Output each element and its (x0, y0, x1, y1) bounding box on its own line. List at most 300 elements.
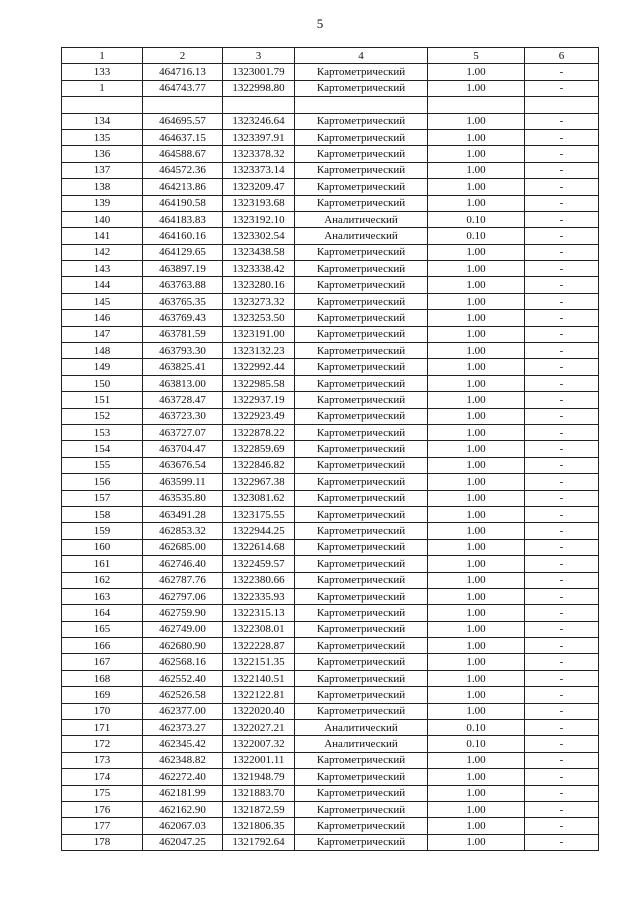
table-row (62, 654, 599, 670)
x-coordinate-cell: 463813.00 (143, 375, 223, 391)
method-cell: Картометрический (295, 687, 428, 703)
point-number-cell: 137 (62, 162, 143, 178)
accuracy-cell: 1.00 (428, 474, 525, 490)
point-number-cell: 154 (62, 441, 143, 457)
accuracy-cell: 1.00 (428, 162, 525, 178)
table-row (62, 736, 599, 752)
y-coordinate-cell: 1322967.38 (223, 474, 295, 490)
x-coordinate-cell: 462746.40 (143, 556, 223, 572)
note-cell: - (525, 539, 599, 555)
table-row (62, 572, 599, 588)
accuracy-cell: 1.00 (428, 457, 525, 473)
note-cell: - (525, 490, 599, 506)
method-cell: Картометрический (295, 162, 428, 178)
method-cell: Картометрический (295, 64, 428, 80)
method-cell: Картометрический (295, 326, 428, 342)
table-row (62, 424, 599, 440)
x-coordinate-cell: 464588.67 (143, 146, 223, 162)
accuracy-cell: 1.00 (428, 703, 525, 719)
x-coordinate-cell: 463793.30 (143, 343, 223, 359)
accuracy-cell: 1.00 (428, 687, 525, 703)
y-coordinate-cell: 1322859.69 (223, 441, 295, 457)
table-row (62, 162, 599, 178)
table-row (62, 293, 599, 309)
note-cell: - (525, 457, 599, 473)
method-cell: Картометрический (295, 179, 428, 195)
point-number-cell: 1 (62, 80, 143, 96)
accuracy-cell: 1.00 (428, 572, 525, 588)
x-coordinate-cell: 463535.80 (143, 490, 223, 506)
x-coordinate-cell: 463897.19 (143, 261, 223, 277)
x-coordinate-cell: 462787.76 (143, 572, 223, 588)
point-number-cell: 141 (62, 228, 143, 244)
method-cell: Картометрический (295, 703, 428, 719)
column-header: 6 (525, 48, 599, 64)
point-number-cell: 138 (62, 179, 143, 195)
method-cell: Картометрический (295, 474, 428, 490)
accuracy-cell: 1.00 (428, 129, 525, 145)
note-cell: - (525, 818, 599, 834)
x-coordinate-cell: 462568.16 (143, 654, 223, 670)
y-coordinate-cell: 1323209.47 (223, 179, 295, 195)
table-row (62, 638, 599, 654)
y-coordinate-cell: 1322315.13 (223, 605, 295, 621)
note-cell: - (525, 310, 599, 326)
method-cell: Аналитический (295, 211, 428, 227)
accuracy-cell: 0.10 (428, 736, 525, 752)
y-coordinate-cell: 1323438.58 (223, 244, 295, 260)
point-number-cell: 173 (62, 752, 143, 768)
y-coordinate-cell (223, 97, 295, 113)
y-coordinate-cell: 1322878.22 (223, 424, 295, 440)
method-cell: Картометрический (295, 490, 428, 506)
table-row (62, 621, 599, 637)
table-row (62, 523, 599, 539)
table-row (62, 211, 599, 227)
table-row (62, 228, 599, 244)
point-number-cell: 151 (62, 392, 143, 408)
point-number-cell: 175 (62, 785, 143, 801)
table-row (62, 195, 599, 211)
y-coordinate-cell: 1322459.57 (223, 556, 295, 572)
note-cell: - (525, 228, 599, 244)
note-cell: - (525, 523, 599, 539)
point-number-cell: 147 (62, 326, 143, 342)
table-row (62, 441, 599, 457)
y-coordinate-cell: 1321883.70 (223, 785, 295, 801)
method-cell: Картометрический (295, 195, 428, 211)
accuracy-cell: 1.00 (428, 326, 525, 342)
x-coordinate-cell: 462067.03 (143, 818, 223, 834)
y-coordinate-cell: 1322140.51 (223, 670, 295, 686)
method-cell: Картометрический (295, 834, 428, 850)
x-coordinate-cell: 463825.41 (143, 359, 223, 375)
accuracy-cell: 1.00 (428, 343, 525, 359)
coordinates-table (61, 47, 599, 851)
note-cell: - (525, 162, 599, 178)
method-cell: Картометрический (295, 605, 428, 621)
point-number-cell: 177 (62, 818, 143, 834)
table-row (62, 785, 599, 801)
y-coordinate-cell: 1323192.10 (223, 211, 295, 227)
note-cell: - (525, 408, 599, 424)
method-cell: Картометрический (295, 146, 428, 162)
y-coordinate-cell: 1321792.64 (223, 834, 295, 850)
point-number-cell: 139 (62, 195, 143, 211)
note-cell: - (525, 244, 599, 260)
note-cell: - (525, 556, 599, 572)
accuracy-cell: 1.00 (428, 605, 525, 621)
method-cell: Картометрический (295, 113, 428, 129)
x-coordinate-cell: 464743.77 (143, 80, 223, 96)
x-coordinate-cell: 464190.58 (143, 195, 223, 211)
table-row (62, 457, 599, 473)
column-header: 3 (223, 48, 295, 64)
x-coordinate-cell: 463727.07 (143, 424, 223, 440)
x-coordinate-cell: 462552.40 (143, 670, 223, 686)
method-cell: Картометрический (295, 277, 428, 293)
y-coordinate-cell: 1323302.54 (223, 228, 295, 244)
accuracy-cell: 1.00 (428, 801, 525, 817)
point-number-cell: 158 (62, 506, 143, 522)
column-header: 2 (143, 48, 223, 64)
y-coordinate-cell: 1322998.80 (223, 80, 295, 96)
note-cell: - (525, 113, 599, 129)
point-number-cell: 171 (62, 720, 143, 736)
note-cell: - (525, 687, 599, 703)
y-coordinate-cell: 1322992.44 (223, 359, 295, 375)
point-number-cell: 135 (62, 129, 143, 145)
table-row (62, 277, 599, 293)
y-coordinate-cell: 1322027.21 (223, 720, 295, 736)
point-number-cell: 134 (62, 113, 143, 129)
table-row (62, 97, 599, 113)
table-row (62, 834, 599, 850)
note-cell: - (525, 638, 599, 654)
accuracy-cell: 1.00 (428, 310, 525, 326)
note-cell: - (525, 195, 599, 211)
accuracy-cell: 1.00 (428, 621, 525, 637)
x-coordinate-cell: 463599.11 (143, 474, 223, 490)
point-number-cell: 155 (62, 457, 143, 473)
table-row (62, 146, 599, 162)
y-coordinate-cell: 1323246.64 (223, 113, 295, 129)
point-number-cell: 145 (62, 293, 143, 309)
x-coordinate-cell: 462680.90 (143, 638, 223, 654)
x-coordinate-cell: 463728.47 (143, 392, 223, 408)
y-coordinate-cell: 1322122.81 (223, 687, 295, 703)
note-cell: - (525, 588, 599, 604)
table-row (62, 801, 599, 817)
method-cell: Картометрический (295, 506, 428, 522)
point-number-cell: 166 (62, 638, 143, 654)
point-number-cell: 149 (62, 359, 143, 375)
x-coordinate-cell: 464637.15 (143, 129, 223, 145)
method-cell: Картометрический (295, 572, 428, 588)
point-number-cell: 164 (62, 605, 143, 621)
accuracy-cell: 1.00 (428, 785, 525, 801)
x-coordinate-cell: 464213.86 (143, 179, 223, 195)
table-row (62, 310, 599, 326)
point-number-cell: 170 (62, 703, 143, 719)
y-coordinate-cell: 1322846.82 (223, 457, 295, 473)
method-cell: Картометрический (295, 588, 428, 604)
note-cell: - (525, 654, 599, 670)
method-cell: Картометрический (295, 293, 428, 309)
method-cell: Картометрический (295, 752, 428, 768)
accuracy-cell: 1.00 (428, 375, 525, 391)
note-cell: - (525, 769, 599, 785)
x-coordinate-cell: 463763.88 (143, 277, 223, 293)
point-number-cell: 133 (62, 64, 143, 80)
y-coordinate-cell: 1321948.79 (223, 769, 295, 785)
point-number-cell: 153 (62, 424, 143, 440)
x-coordinate-cell: 462377.00 (143, 703, 223, 719)
table-row (62, 179, 599, 195)
accuracy-cell: 1.00 (428, 670, 525, 686)
method-cell: Картометрический (295, 818, 428, 834)
x-coordinate-cell: 462749.00 (143, 621, 223, 637)
x-coordinate-cell: 462047.25 (143, 834, 223, 850)
x-coordinate-cell: 463723.30 (143, 408, 223, 424)
table-body (62, 64, 599, 851)
accuracy-cell: 1.00 (428, 834, 525, 850)
accuracy-cell: 1.00 (428, 424, 525, 440)
point-number-cell (62, 97, 143, 113)
x-coordinate-cell: 464160.16 (143, 228, 223, 244)
x-coordinate-cell: 462373.27 (143, 720, 223, 736)
accuracy-cell: 1.00 (428, 392, 525, 408)
point-number-cell: 161 (62, 556, 143, 572)
point-number-cell: 148 (62, 343, 143, 359)
x-coordinate-cell: 462797.06 (143, 588, 223, 604)
column-header: 4 (295, 48, 428, 64)
note-cell: - (525, 834, 599, 850)
note-cell: - (525, 605, 599, 621)
y-coordinate-cell: 1323001.79 (223, 64, 295, 80)
note-cell: - (525, 343, 599, 359)
method-cell: Картометрический (295, 457, 428, 473)
x-coordinate-cell: 463676.54 (143, 457, 223, 473)
y-coordinate-cell: 1322308.01 (223, 621, 295, 637)
x-coordinate-cell: 464695.57 (143, 113, 223, 129)
note-cell: - (525, 670, 599, 686)
method-cell (295, 97, 428, 113)
method-cell: Картометрический (295, 785, 428, 801)
table-header-row (62, 48, 599, 64)
point-number-cell: 143 (62, 261, 143, 277)
y-coordinate-cell: 1323132.23 (223, 343, 295, 359)
y-coordinate-cell: 1322985.58 (223, 375, 295, 391)
y-coordinate-cell: 1322020.40 (223, 703, 295, 719)
y-coordinate-cell: 1323280.16 (223, 277, 295, 293)
method-cell: Картометрический (295, 621, 428, 637)
table-row (62, 343, 599, 359)
note-cell: - (525, 146, 599, 162)
method-cell: Картометрический (295, 801, 428, 817)
point-number-cell: 165 (62, 621, 143, 637)
table-row (62, 588, 599, 604)
table-row (62, 392, 599, 408)
note-cell: - (525, 326, 599, 342)
y-coordinate-cell: 1322007.32 (223, 736, 295, 752)
accuracy-cell: 0.10 (428, 720, 525, 736)
accuracy-cell: 1.00 (428, 64, 525, 80)
method-cell: Картометрический (295, 670, 428, 686)
accuracy-cell: 1.00 (428, 261, 525, 277)
method-cell: Картометрический (295, 424, 428, 440)
table-row (62, 539, 599, 555)
point-number-cell: 140 (62, 211, 143, 227)
note-cell: - (525, 80, 599, 96)
accuracy-cell: 1.00 (428, 408, 525, 424)
method-cell: Картометрический (295, 638, 428, 654)
table-row (62, 769, 599, 785)
note-cell: - (525, 277, 599, 293)
note-cell: - (525, 293, 599, 309)
note-cell: - (525, 375, 599, 391)
table-row (62, 80, 599, 96)
point-number-cell: 162 (62, 572, 143, 588)
note-cell: - (525, 474, 599, 490)
accuracy-cell (428, 97, 525, 113)
accuracy-cell: 0.10 (428, 211, 525, 227)
table-row (62, 326, 599, 342)
y-coordinate-cell: 1322937.19 (223, 392, 295, 408)
y-coordinate-cell: 1322001.11 (223, 752, 295, 768)
y-coordinate-cell: 1322944.25 (223, 523, 295, 539)
y-coordinate-cell: 1323193.68 (223, 195, 295, 211)
point-number-cell: 163 (62, 588, 143, 604)
accuracy-cell: 1.00 (428, 769, 525, 785)
x-coordinate-cell: 464129.65 (143, 244, 223, 260)
x-coordinate-cell: 462272.40 (143, 769, 223, 785)
note-cell: - (525, 752, 599, 768)
table-row (62, 359, 599, 375)
table-row (62, 556, 599, 572)
x-coordinate-cell: 462853.32 (143, 523, 223, 539)
accuracy-cell: 1.00 (428, 244, 525, 260)
note-cell: - (525, 261, 599, 277)
note-cell: - (525, 179, 599, 195)
y-coordinate-cell: 1321806.35 (223, 818, 295, 834)
x-coordinate-cell: 463769.43 (143, 310, 223, 326)
y-coordinate-cell: 1322923.49 (223, 408, 295, 424)
x-coordinate-cell: 463765.35 (143, 293, 223, 309)
method-cell: Картометрический (295, 556, 428, 572)
point-number-cell: 167 (62, 654, 143, 670)
accuracy-cell: 1.00 (428, 556, 525, 572)
table-row (62, 408, 599, 424)
y-coordinate-cell: 1322335.93 (223, 588, 295, 604)
point-number-cell: 168 (62, 670, 143, 686)
table-row (62, 490, 599, 506)
note-cell: - (525, 801, 599, 817)
point-number-cell: 146 (62, 310, 143, 326)
method-cell: Картометрический (295, 392, 428, 408)
note-cell: - (525, 129, 599, 145)
y-coordinate-cell: 1323081.62 (223, 490, 295, 506)
y-coordinate-cell: 1322380.66 (223, 572, 295, 588)
table-row (62, 818, 599, 834)
y-coordinate-cell: 1321872.59 (223, 801, 295, 817)
x-coordinate-cell: 464183.83 (143, 211, 223, 227)
point-number-cell: 178 (62, 834, 143, 850)
point-number-cell: 160 (62, 539, 143, 555)
method-cell: Картометрический (295, 129, 428, 145)
method-cell: Картометрический (295, 343, 428, 359)
accuracy-cell: 1.00 (428, 752, 525, 768)
accuracy-cell: 1.00 (428, 113, 525, 129)
method-cell: Картометрический (295, 441, 428, 457)
column-header: 1 (62, 48, 143, 64)
method-cell: Картометрический (295, 408, 428, 424)
x-coordinate-cell: 464716.13 (143, 64, 223, 80)
table-row (62, 506, 599, 522)
note-cell: - (525, 392, 599, 408)
y-coordinate-cell: 1322614.68 (223, 539, 295, 555)
method-cell: Картометрический (295, 359, 428, 375)
note-cell: - (525, 720, 599, 736)
accuracy-cell: 1.00 (428, 588, 525, 604)
table-row (62, 703, 599, 719)
method-cell: Аналитический (295, 736, 428, 752)
table-row (62, 720, 599, 736)
accuracy-cell: 1.00 (428, 195, 525, 211)
accuracy-cell: 0.10 (428, 228, 525, 244)
note-cell: - (525, 359, 599, 375)
x-coordinate-cell: 463491.28 (143, 506, 223, 522)
point-number-cell: 136 (62, 146, 143, 162)
method-cell: Картометрический (295, 310, 428, 326)
table-row (62, 261, 599, 277)
method-cell: Картометрический (295, 654, 428, 670)
method-cell: Картометрический (295, 539, 428, 555)
y-coordinate-cell: 1323397.91 (223, 129, 295, 145)
x-coordinate-cell: 463704.47 (143, 441, 223, 457)
x-coordinate-cell: 463781.59 (143, 326, 223, 342)
x-coordinate-cell: 462181.99 (143, 785, 223, 801)
note-cell: - (525, 703, 599, 719)
y-coordinate-cell: 1323253.50 (223, 310, 295, 326)
accuracy-cell: 1.00 (428, 80, 525, 96)
method-cell: Аналитический (295, 720, 428, 736)
note-cell: - (525, 211, 599, 227)
table-row (62, 129, 599, 145)
point-number-cell: 142 (62, 244, 143, 260)
accuracy-cell: 1.00 (428, 539, 525, 555)
y-coordinate-cell: 1323378.32 (223, 146, 295, 162)
note-cell: - (525, 736, 599, 752)
accuracy-cell: 1.00 (428, 441, 525, 457)
note-cell: - (525, 424, 599, 440)
accuracy-cell: 1.00 (428, 523, 525, 539)
column-header: 5 (428, 48, 525, 64)
page-number: 5 (316, 16, 324, 31)
table-row (62, 687, 599, 703)
accuracy-cell: 1.00 (428, 506, 525, 522)
method-cell: Аналитический (295, 228, 428, 244)
accuracy-cell: 1.00 (428, 146, 525, 162)
accuracy-cell: 1.00 (428, 638, 525, 654)
y-coordinate-cell: 1323191.00 (223, 326, 295, 342)
point-number-cell: 157 (62, 490, 143, 506)
x-coordinate-cell: 462759.90 (143, 605, 223, 621)
table-row (62, 113, 599, 129)
note-cell (525, 97, 599, 113)
note-cell: - (525, 785, 599, 801)
point-number-cell: 144 (62, 277, 143, 293)
